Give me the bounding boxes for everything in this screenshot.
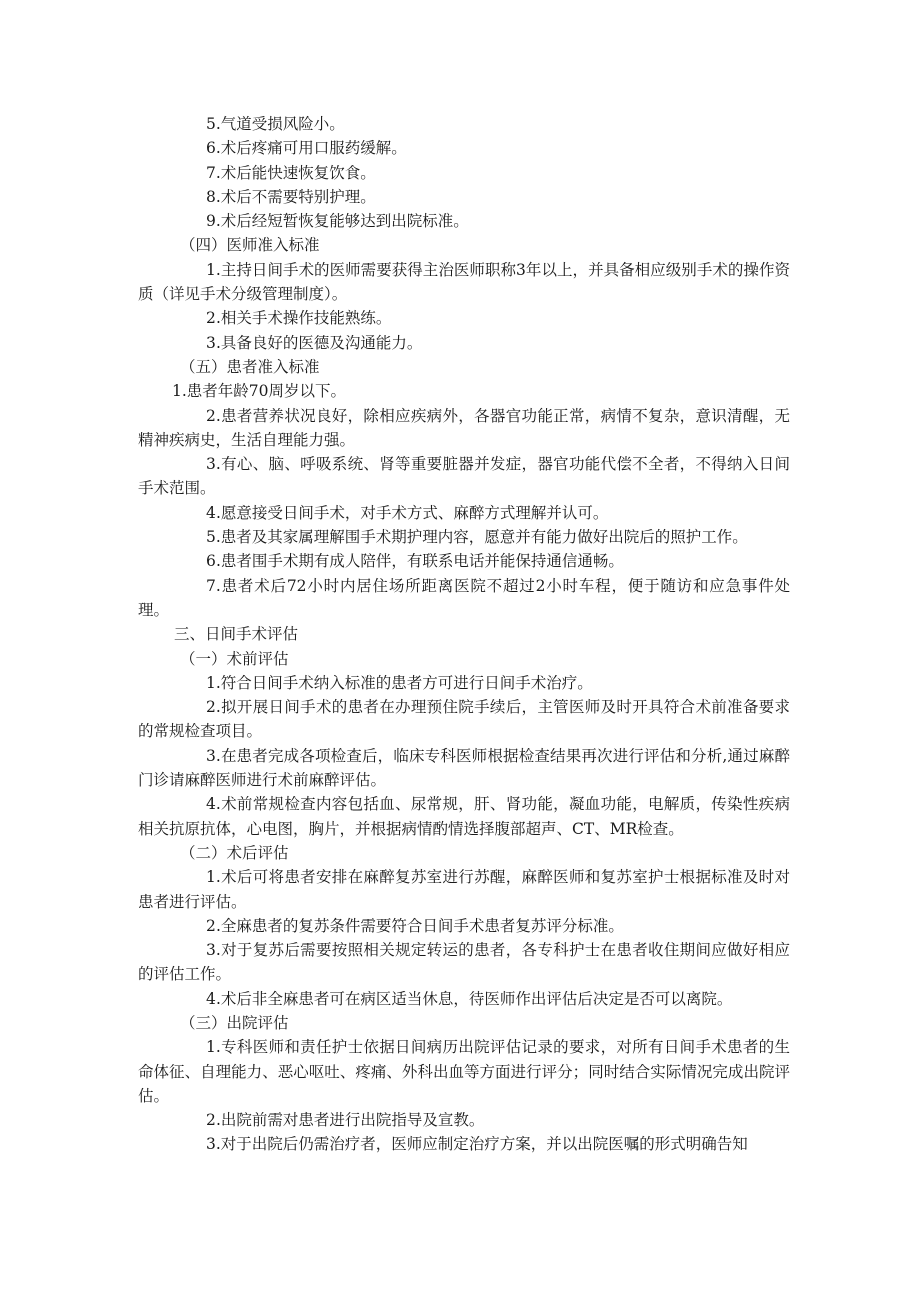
item-number: 4 bbox=[206, 503, 216, 522]
item-number: 3 bbox=[206, 333, 216, 352]
list-item bbox=[138, 914, 790, 938]
list-item bbox=[138, 161, 790, 185]
item-number: 3 bbox=[206, 941, 216, 960]
document-body bbox=[138, 112, 790, 1157]
item-text: .术后非全麻患者可在病区适当休息，待医师作出评估后决定是否可以离院。 bbox=[216, 989, 733, 1008]
list-item bbox=[138, 1108, 790, 1132]
item-text: .主持日间手术的医师需要获得主治医师职称3年以上，并具备相应级别手术的操作资质（详见手术分级管理制度）。 bbox=[138, 260, 790, 304]
item-text: .术后疼痛可用口服药缓解。 bbox=[215, 139, 407, 158]
item-number: 4 bbox=[206, 989, 216, 1008]
list-item bbox=[138, 865, 790, 914]
item-number: 2 bbox=[206, 916, 216, 935]
item-number: 4 bbox=[206, 795, 216, 814]
subsection-heading bbox=[138, 233, 790, 257]
item-text: .全麻患者的复苏条件需要符合日间手术患者复苏评分标准。 bbox=[216, 916, 624, 935]
item-text: .患者及其家属理解围手术期护理内容，愿意并有能力做好出院后的照护工作。 bbox=[215, 528, 748, 547]
list-item bbox=[138, 209, 790, 233]
item-text: .气道受损风险小。 bbox=[215, 115, 345, 133]
subsection-heading bbox=[138, 355, 790, 379]
list-item bbox=[138, 938, 790, 987]
item-text: .具备良好的医德及沟通能力。 bbox=[216, 333, 423, 352]
list-item bbox=[138, 987, 790, 1011]
item-number: 5 bbox=[206, 115, 216, 133]
item-text: .术后不需要特别护理。 bbox=[215, 187, 376, 206]
item-text: 1.患者年龄70周岁以下。 bbox=[172, 382, 347, 401]
list-item bbox=[138, 525, 790, 549]
heading-text: （五）患者准入标准 bbox=[180, 357, 320, 376]
heading-text: （四）医师准入标准 bbox=[180, 236, 320, 255]
list-item bbox=[138, 501, 790, 525]
list-item bbox=[138, 744, 790, 793]
item-number: 1 bbox=[206, 868, 216, 887]
list-item bbox=[138, 136, 790, 160]
item-number: 3 bbox=[206, 455, 216, 474]
item-text: .术后能快速恢复饮食。 bbox=[215, 163, 376, 182]
list-item bbox=[138, 1035, 790, 1108]
list-item bbox=[138, 112, 790, 136]
list-item bbox=[138, 185, 790, 209]
item-text: .术前常规检查内容包括血、尿常规，肝、肾功能，凝血功能，电解质，传染性疾病相关抗原抗体，心电图，胸片，并根据病情酌情选择腹部超声、CT、MR检查。 bbox=[138, 795, 790, 838]
item-number: 2 bbox=[206, 698, 216, 717]
heading-text: 三、日间手术评估 bbox=[174, 625, 299, 644]
heading-text: （二）术后评估 bbox=[180, 843, 289, 862]
item-text: .符合日间手术纳入标准的患者方可进行日间手术治疗。 bbox=[215, 673, 593, 692]
item-text: .愿意接受日间手术，对手术方式、麻醉方式理解并认可。 bbox=[216, 503, 609, 522]
subsection-heading bbox=[138, 841, 790, 865]
item-number: 9 bbox=[206, 212, 216, 231]
list-item bbox=[138, 695, 790, 744]
item-text: .患者术后72小时内居住场所距离医院不超过2小时车程，便于随访和应急事件处理。 bbox=[138, 576, 790, 619]
item-text: .出院前需对患者进行出院指导及宣教。 bbox=[216, 1111, 485, 1130]
list-item bbox=[138, 1132, 790, 1156]
item-number: 2 bbox=[206, 406, 216, 425]
heading-text: （三）出院评估 bbox=[180, 1013, 289, 1032]
item-number: 6 bbox=[206, 552, 216, 571]
item-text: .术后经短暂恢复能够达到出院标准。 bbox=[215, 212, 469, 231]
list-item bbox=[138, 671, 790, 695]
item-text: .相关手术操作技能熟练。 bbox=[216, 309, 392, 328]
item-text: .在患者完成各项检查后，临床专科医师根据检查结果再次进行评估和分析,通过麻醉门诊请麻醉医师进行术前麻醉评估。 bbox=[138, 746, 790, 790]
list-item bbox=[138, 792, 790, 841]
list-item bbox=[138, 404, 790, 453]
list-item bbox=[138, 306, 790, 330]
list-item bbox=[138, 258, 790, 307]
item-number: 3 bbox=[206, 1135, 216, 1154]
list-item bbox=[138, 574, 790, 623]
list-item bbox=[138, 452, 790, 501]
item-number: 3 bbox=[206, 746, 216, 765]
item-text: .患者围手术期有成人陪伴，有联系电话并能保持通信通畅。 bbox=[216, 552, 624, 571]
item-number: 5 bbox=[206, 528, 216, 547]
item-number: 7 bbox=[206, 576, 216, 595]
item-text: .专科医师和责任护士依据日间病历出院评估记录的要求，对所有日间手术患者的生命体征、自理能力、恶心呕吐、疼痛、外科出血等方面进行评分；同时结合实际情况完成出院评估。 bbox=[138, 1038, 790, 1105]
list-item bbox=[138, 331, 790, 355]
list-item bbox=[138, 379, 790, 403]
item-number: 7 bbox=[206, 163, 216, 182]
item-text: .拟开展日间手术的患者在办理预住院手续后，主管医师及时开具符合术前准备要求的常规检查项目。 bbox=[138, 698, 790, 741]
item-text: .术后可将患者安排在麻醉复苏室进行苏醒，麻醉医师和复苏室护士根据标准及时对患者进行评估。 bbox=[138, 868, 790, 911]
section-heading bbox=[138, 622, 790, 646]
list-item bbox=[138, 549, 790, 573]
item-number: 6 bbox=[206, 139, 216, 158]
heading-text: （一）术前评估 bbox=[180, 649, 289, 668]
subsection-heading bbox=[138, 1011, 790, 1035]
item-number: 1 bbox=[206, 1038, 216, 1057]
subsection-heading bbox=[138, 647, 790, 671]
item-text: .患者营养状况良好，除相应疾病外，各器官功能正常，病情不复杂，意识清醒，无精神疾病史，生活自理能力强。 bbox=[138, 406, 790, 449]
item-number: 1 bbox=[206, 673, 216, 692]
item-text: .对于出院后仍需治疗者，医师应制定治疗方案，并以出院医嘱的形式明确告知 bbox=[215, 1135, 748, 1154]
item-number: 8 bbox=[206, 187, 216, 206]
item-text: .有心、脑、呼吸系统、肾等重要脏器并发症，器官功能代偿不全者，不得纳入日间手术范围。 bbox=[138, 455, 790, 498]
item-number: 2 bbox=[206, 1111, 216, 1130]
item-number: 2 bbox=[206, 309, 216, 328]
item-text: .对于复苏后需要按照相关规定转运的患者，各专科护士在患者收住期间应做好相应的评估工作。 bbox=[138, 941, 790, 984]
item-number: 1 bbox=[206, 260, 216, 279]
